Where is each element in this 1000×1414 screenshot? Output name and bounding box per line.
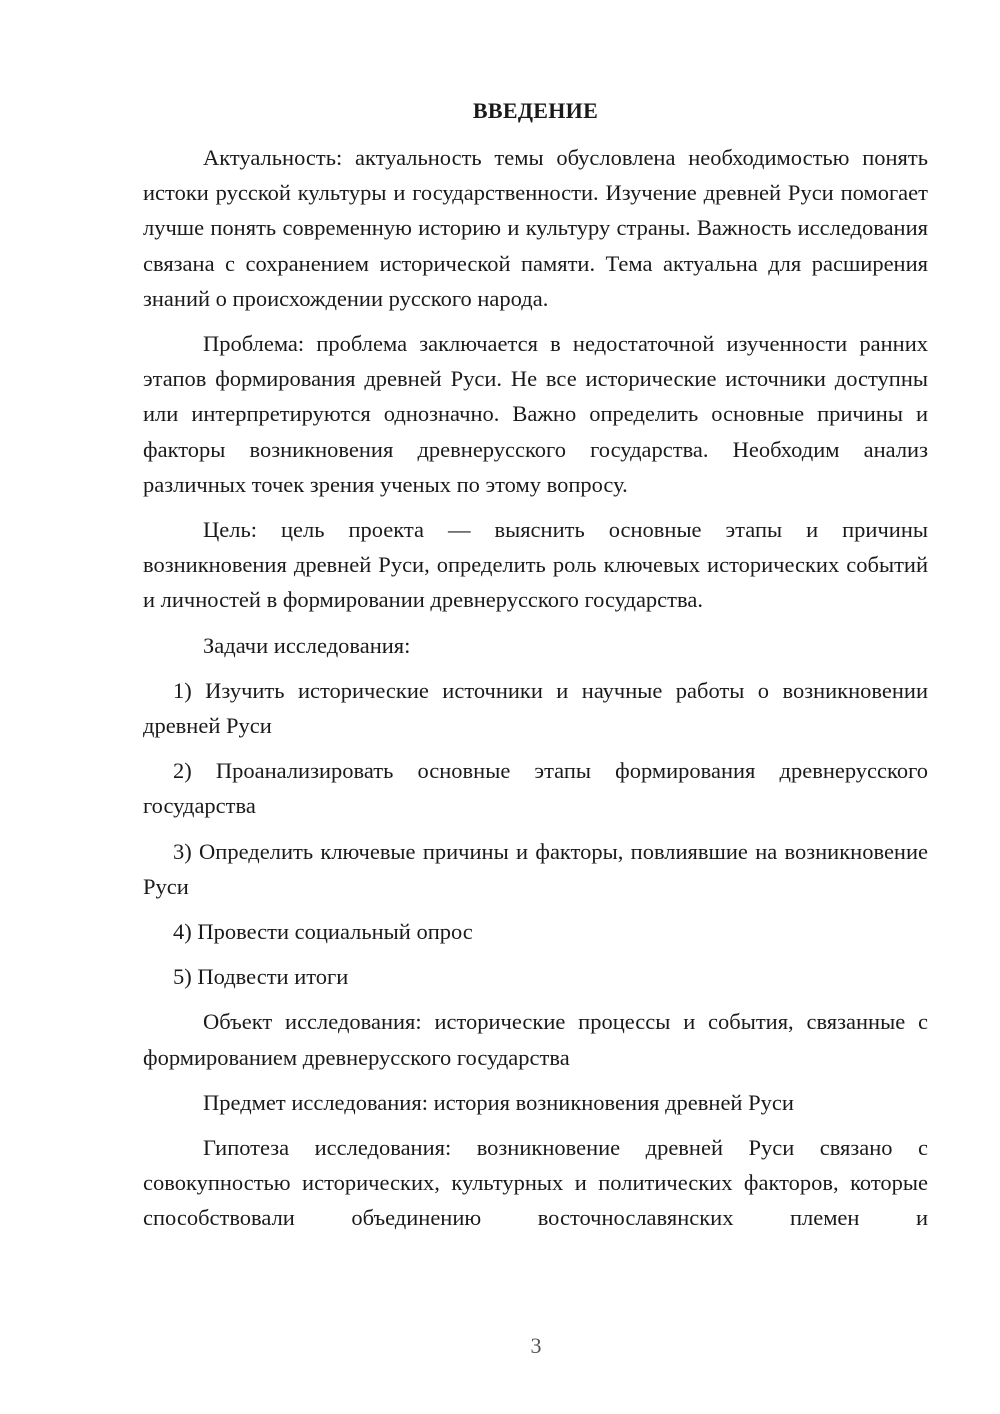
object-paragraph: Объект исследования: исторические процессы и события, связанные с формированием древнерусского государства <box>143 1009 928 1070</box>
subject-paragraph: Предмет исследования: история возникновения древней Руси <box>203 1089 794 1115</box>
task-item-4: 4) Провести социальный опрос <box>173 919 473 945</box>
page-title: ВВЕДЕНИЕ <box>472 98 599 123</box>
problem-paragraph: Проблема: проблема заключается в недостаточной изученности ранних этапов формирования древней Руси. Не все исторические источники доступны или интерпретируются однозначно. Важно определить основные причины и факторы возникновения древнерусского государства. Необходим анализ различных точек зрения ученых по этому вопросу. <box>143 331 928 497</box>
task-item-3: 3) Определить ключевые причины и факторы, повлиявшие на возникновение Руси <box>143 838 928 899</box>
hypothesis-paragraph: Гипотеза исследования: возникновение древней Руси связано с совокупностью исторических, культурных и политических факторов, которые способствовали объединению восточнославянских племен и <box>143 1135 928 1231</box>
relevance-paragraph: Актуальность: актуальность темы обусловлена необходимостью понять истоки русской культуры и государственности. Изучение древней Руси помогает лучше понять современную историю и культуру страны. Важность исследования связана с сохранением исторической памяти. Тема актуальна для расширения знаний о происхождении русского народа. <box>143 145 928 311</box>
goal-paragraph: Цель: цель проекта — выяснить основные этапы и причины возникновения древней Руси, определить роль ключевых исторических событий и личностей в формировании древнерусского государства. <box>143 517 928 613</box>
task-item-1: 1) Изучить исторические источники и научные работы о возникновении древней Руси <box>143 677 928 739</box>
document-page <box>143 96 928 1246</box>
task-item-2: 2) Проанализировать основные этапы формирования древнерусского государства <box>143 758 928 819</box>
task-item-5: 5) Подвести итоги <box>173 964 349 990</box>
page-number: 3 <box>530 1333 542 1358</box>
tasks-heading: Задачи исследования: <box>203 632 411 658</box>
